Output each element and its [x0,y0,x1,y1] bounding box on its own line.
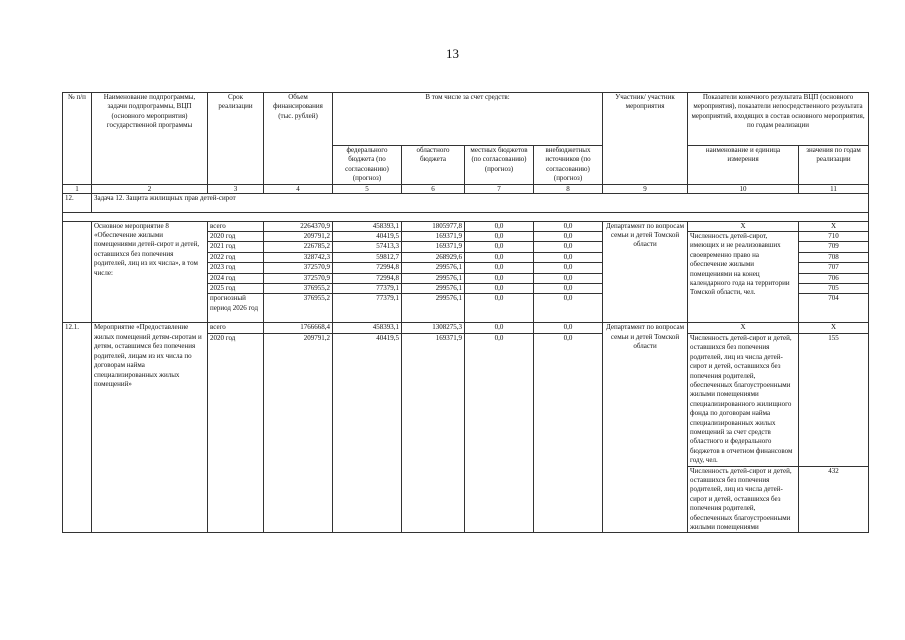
federal-cell: 57413,3 [333,242,402,252]
value-cell: 708 [799,252,869,262]
task-number: 12. [63,193,92,212]
regional-cell: 299576,1 [402,273,465,283]
value-cell: 709 [799,242,869,252]
federal-cell: 77379,1 [333,294,402,323]
local-cell: 0,0 [465,221,534,231]
column-number: 3 [208,184,264,193]
local-cell: 0,0 [465,273,534,283]
header-indicator-values: значения по годам реализации [799,146,869,185]
header-extra: внебюджетных источников (по согласованию) (прогноз) [534,146,603,185]
column-number: 11 [799,184,869,193]
column-number: 9 [603,184,688,193]
header-total: Объем финансирования (тыс. рублей) [264,93,333,185]
federal-cell: 77379,1 [333,284,402,294]
value-cell: 155 [799,333,869,466]
federal-cell: 40419,5 [333,232,402,242]
extra-cell: 0,0 [534,273,603,283]
regional-cell: 1308275,3 [402,323,465,333]
main-event-participant: Департамент по вопросам семьи и детей Томской области [603,221,688,323]
total-cell: 376955,2 [264,294,333,323]
total-cell: 328742,3 [264,252,333,262]
local-cell: 0,0 [465,294,534,323]
local-cell: 0,0 [465,263,534,273]
column-number: 1 [63,184,92,193]
local-cell: 0,0 [465,242,534,252]
regional-cell: 299576,1 [402,284,465,294]
event-12-1-participant: Департамент по вопросам семьи и детей Томской области [603,323,688,533]
column-numbers-row [63,184,869,193]
total-cell: 209791,2 [264,232,333,242]
extra-cell: 0,0 [534,263,603,273]
event-12-1-number: 12.1. [63,323,92,533]
period-cell: 2024 год [208,273,264,283]
local-cell: 0,0 [465,323,534,333]
main-event-name: Основное мероприятие 8 «Обеспечение жилыми помещениями детей-сирот и детей, оставшихся без попечения родителей, лиц из их числа», в том числе: [92,221,208,323]
federal-cell: 72994,8 [333,263,402,273]
main-event-indicator: Численность детей-сирот, имеющих и не реализовавших своевременно право на обеспечение жилыми помещениями на конец календарного года на территории Томской области, чел. [688,232,799,323]
event-12-1-name: Мероприятие «Предоставление жилых помещений детям-сиротам и детям, оставшимся без попечения родителей, лицам из их числа по договорам найма специализированных жилых помещений» [92,323,208,533]
total-cell: 376955,2 [264,284,333,294]
task-row [63,193,869,212]
extra-cell: 0,0 [534,323,603,333]
main-event-row-total [63,221,869,231]
header-row-1 [63,93,869,146]
federal-cell: 72994,8 [333,273,402,283]
value-cell: 704 [799,294,869,323]
spacer-row [63,212,869,221]
value-cell: 710 [799,232,869,242]
extra-cell: 0,0 [534,242,603,252]
period-cell: 2023 год [208,263,264,273]
total-cell: 1766668,4 [264,323,333,333]
header-indicators-group: Показатели конечного результата ВЦП (основного мероприятия), показатели непосредственного результата мероприятий, входящих в состав основного мероприятия, по годам реализации [688,93,869,146]
local-cell: 0,0 [465,252,534,262]
regional-cell: 169371,9 [402,333,465,533]
header-federal: федерального бюджета (по согласованию) (прогноз) [333,146,402,185]
header-period: Срок реализации [208,93,264,185]
task-title: Задача 12. Защита жилищных прав детей-сирот [92,193,869,212]
event-12-1-row-total [63,323,869,333]
regional-cell: 169371,9 [402,232,465,242]
period-cell: 2025 год [208,284,264,294]
total-cell: 372570,9 [264,273,333,283]
column-number: 2 [92,184,208,193]
period-cell: 2021 год [208,242,264,252]
regional-cell: 1805977,8 [402,221,465,231]
regional-cell: 268929,6 [402,252,465,262]
extra-cell: 0,0 [534,221,603,231]
column-number: 10 [688,184,799,193]
local-cell: 0,0 [465,232,534,242]
extra-cell: 0,0 [534,284,603,294]
period-cell: всего [208,221,264,231]
federal-cell: 458393,1 [333,221,402,231]
column-number: 5 [333,184,402,193]
value-cell: 707 [799,263,869,273]
column-number: 8 [534,184,603,193]
event-12-1-indicator-2: Численность детей-сирот и детей, оставшихся без попечения родителей, лиц из числа детей-сирот и детей, оставшихся без попечения родителей, обеспеченных благоустроенными жилыми помещениями [688,466,799,533]
header-name: Наименование подпрограммы, задачи подпрограммы, ВЦП (основного мероприятия) государственной программы [92,93,208,185]
main-event-number [63,221,92,323]
program-table [62,92,869,533]
page-number: 13 [446,46,459,61]
local-cell: 0,0 [465,333,534,533]
period-cell: 2022 год [208,252,264,262]
period-cell: всего [208,323,264,333]
header-regional: областного бюджета [402,146,465,185]
period-cell: прогнозный период 2026 год [208,294,264,323]
header-funding-group: В том числе за счет средств: [333,93,603,146]
extra-cell: 0,0 [534,333,603,533]
value-cell: 432 [799,466,869,533]
total-cell: 209791,2 [264,333,333,533]
federal-cell: 59812,7 [333,252,402,262]
extra-cell: 0,0 [534,252,603,262]
regional-cell: 299576,1 [402,263,465,273]
total-cell: 226785,2 [264,242,333,252]
extra-cell: 0,0 [534,294,603,323]
federal-cell: 458393,1 [333,323,402,333]
value-cell: 705 [799,284,869,294]
total-cell: 372570,9 [264,263,333,273]
total-cell: 2264370,9 [264,221,333,231]
local-cell: 0,0 [465,284,534,294]
header-indicator-name: наименование и единица измерения [688,146,799,185]
value-cell: 706 [799,273,869,283]
header-number: № п/п [63,93,92,185]
federal-cell: 40419,5 [333,333,402,533]
regional-cell: 299576,1 [402,294,465,323]
indicator-x: X [688,323,799,333]
column-number: 4 [264,184,333,193]
column-number: 7 [465,184,534,193]
header-participant: Участник/ участник мероприятия [603,93,688,185]
regional-cell: 169371,9 [402,242,465,252]
extra-cell: 0,0 [534,232,603,242]
column-number: 6 [402,184,465,193]
value-cell: X [799,323,869,333]
period-cell: 2020 год [208,232,264,242]
value-cell: X [799,221,869,231]
event-12-1-indicator-1: Численность детей-сирот и детей, оставшихся без попечения родителей, лиц из числа детей-сирот и детей, оставшихся без попечения родителей, обеспеченных благоустроенными жилыми помещениями специализированного жилищного фонда по договорам найма специализированных жилых помещений за счет средств областного и федерального бюджетов в отчетном финансовом году, чел. [688,333,799,466]
period-cell: 2020 год [208,333,264,533]
indicator-x: X [688,221,799,231]
header-local: местных бюджетов (по согласованию) (прогноз) [465,146,534,185]
